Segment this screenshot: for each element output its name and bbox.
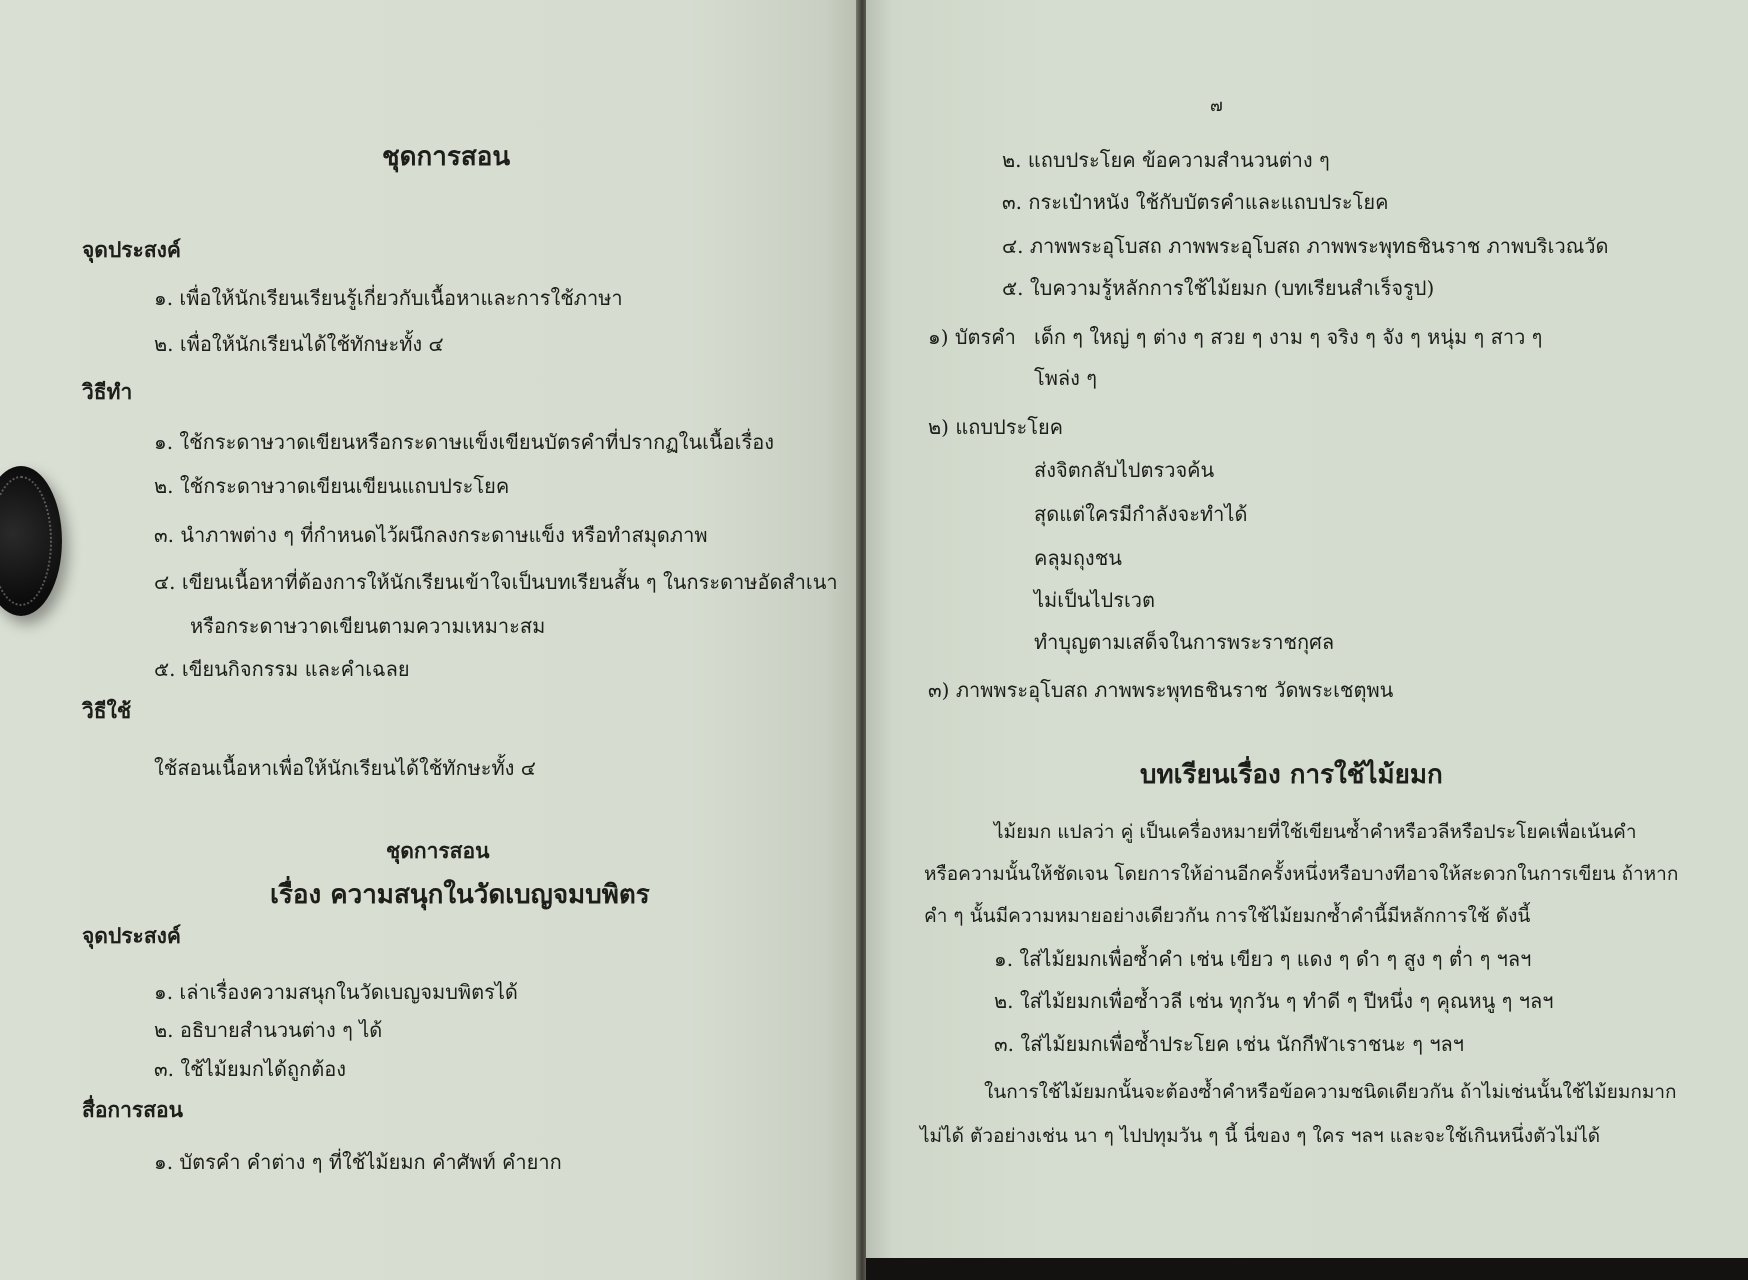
set2-subtitle: เรื่อง ความสนุกในวัดเบญจมบพิตร — [270, 880, 650, 910]
lesson-rule: ๓. ใส่ไม้ยมกเพื่อซ้ำประโยค เช่น นักกีฬาเราชนะ ๆ ฯลฯ — [994, 1032, 1465, 1056]
page-bottom-shadow — [866, 1258, 1748, 1280]
sentence-strip: สุดแต่ใครมีกำลังจะทำได้ — [1034, 502, 1248, 526]
left-page — [0, 0, 858, 1280]
sentence-strip: ส่งจิตกลับไปตรวจค้น — [1034, 458, 1215, 482]
objective-item: ๑. เพื่อให้นักเรียนเรียนรู้เกี่ยวกับเนื้อหาและการใช้ภาษา — [154, 286, 623, 310]
word-cards-label: ๑) บัตรคำ — [928, 325, 1016, 349]
usage-text: ใช้สอนเนื้อหาเพื่อให้นักเรียนได้ใช้ทักษะทั้ง ๔ — [154, 756, 536, 780]
right-page — [866, 0, 1748, 1280]
media-item: ๒. แถบประโยค ข้อความสำนวนต่าง ๆ — [1002, 148, 1330, 172]
word-cards-line: โพล่ง ๆ — [1034, 366, 1098, 390]
objectives2-heading: จุดประสงค์ — [82, 923, 181, 948]
method-item: ๕. เขียนกิจกรรม และคำเฉลย — [154, 657, 410, 681]
sentence-strip: คลุมถุงชน — [1034, 546, 1122, 570]
objective-item: ๒. เพื่อให้นักเรียนได้ใช้ทักษะทั้ง ๔ — [154, 332, 444, 356]
page-number: ๗ — [1210, 96, 1223, 116]
sentence-strip: ทำบุญตามเสด็จในการพระราชกุศล — [1034, 630, 1335, 654]
lesson-paragraph-line: หรือความนั้นให้ชัดเจน โดยการให้อ่านอีกครั้งหนึ่งหรือบางทีอาจให้สะดวกในการเขียน ถ้าหาก — [924, 863, 1679, 885]
lesson-paragraph-line: ในการใช้ไม้ยมกนั้นจะต้องซ้ำคำหรือข้อความชนิดเดียวกัน ถ้าไม่เช่นนั้นใช้ไม้ยมกมาก — [984, 1081, 1677, 1103]
method-item-continued: หรือกระดาษวาดเขียนตามความเหมาะสม — [190, 614, 546, 638]
objective2-item: ๓. ใช้ไม้ยมกได้ถูกต้อง — [154, 1057, 347, 1081]
sentence-strip: ไม่เป็นไปรเวต — [1034, 588, 1155, 612]
page-title: ชุดการสอน — [382, 142, 511, 172]
media-heading: สื่อการสอน — [82, 1097, 184, 1122]
sentence-strips-label: ๒) แถบประโยค — [928, 415, 1064, 439]
lesson-rule: ๒. ใส่ไม้ยมกเพื่อซ้ำวลี เช่น ทุกวัน ๆ ทำดี ๆ ปีหนึ่ง ๆ คุณหนู ๆ ฯลฯ — [994, 989, 1554, 1013]
media-item: ๔. ภาพพระอุโบสถ ภาพพระอุโบสถ ภาพพระพุทธชินราช ภาพบริเวณวัด — [1002, 234, 1609, 258]
method-item: ๑. ใช้กระดาษวาดเขียนหรือกระดาษแข็งเขียนบัตรคำที่ปรากฏในเนื้อเรื่อง — [154, 430, 774, 454]
media-item: ๑. บัตรคำ คำต่าง ๆ ที่ใช้ไม้ยมก คำศัพท์ คำยาก — [154, 1150, 562, 1174]
objective2-item: ๒. อธิบายสำนวนต่าง ๆ ได้ — [154, 1018, 383, 1042]
set2-title: ชุดการสอน — [386, 838, 490, 863]
lesson-paragraph-line: คำ ๆ นั้นมีความหมายอย่างเดียวกัน การใช้ไม้ยมกซ้ำคำนี้มีหลักการใช้ ดังนี้ — [924, 905, 1531, 927]
lesson-paragraph-line: ไม้ยมก แปลว่า คู่ เป็นเครื่องหมายที่ใช้เขียนซ้ำคำหรือวลีหรือประโยคเพื่อเน้นคำ — [994, 821, 1637, 843]
method-heading: วิธีทำ — [82, 379, 133, 404]
objectives-heading: จุดประสงค์ — [82, 237, 181, 262]
lesson-rule: ๑. ใส่ไม้ยมกเพื่อซ้ำคำ เช่น เขียว ๆ แดง ๆ ดำ ๆ สูง ๆ ต่ำ ๆ ฯลฯ — [994, 947, 1532, 971]
media-item: ๕. ใบความรู้หลักการใช้ไม้ยมก (บทเรียนสำเร็จรูป) — [1002, 276, 1435, 300]
lesson-title: บทเรียนเรื่อง การใช้ไม้ยมก — [1140, 760, 1443, 790]
word-cards-line: เด็ก ๆ ใหญ่ ๆ ต่าง ๆ สวย ๆ งาม ๆ จริง ๆ จัง ๆ หนุ่ม ๆ สาว ๆ — [1034, 325, 1543, 349]
method-item: ๒. ใช้กระดาษวาดเขียนเขียนแถบประโยค — [154, 474, 510, 498]
method-item: ๓. นำภาพต่าง ๆ ที่กำหนดไว้ผนึกลงกระดาษแข็ง หรือทำสมุดภาพ — [154, 523, 708, 547]
objective2-item: ๑. เล่าเรื่องความสนุกในวัดเบญจมบพิตรได้ — [154, 980, 518, 1004]
method-item: ๔. เขียนเนื้อหาที่ต้องการให้นักเรียนเข้าใจเป็นบทเรียนสั้น ๆ ในกระดาษอัดสำเนา — [154, 570, 838, 594]
lesson-paragraph-line: ไม่ได้ ตัวอย่างเช่น นา ๆ ไปปทุมวัน ๆ นี้ นี่ของ ๆ ใคร ฯลฯ และจะใช้เกินหนึ่งตัวไม่ได้ — [920, 1125, 1601, 1147]
media-item: ๓. กระเป๋าหนัง ใช้กับบัตรคำและแถบประโยค — [1002, 190, 1389, 214]
usage-heading: วิธีใช้ — [82, 698, 132, 723]
pictures-line: ๓) ภาพพระอุโบสถ ภาพพระพุทธชินราช วัดพระเชตุพน — [928, 678, 1394, 702]
